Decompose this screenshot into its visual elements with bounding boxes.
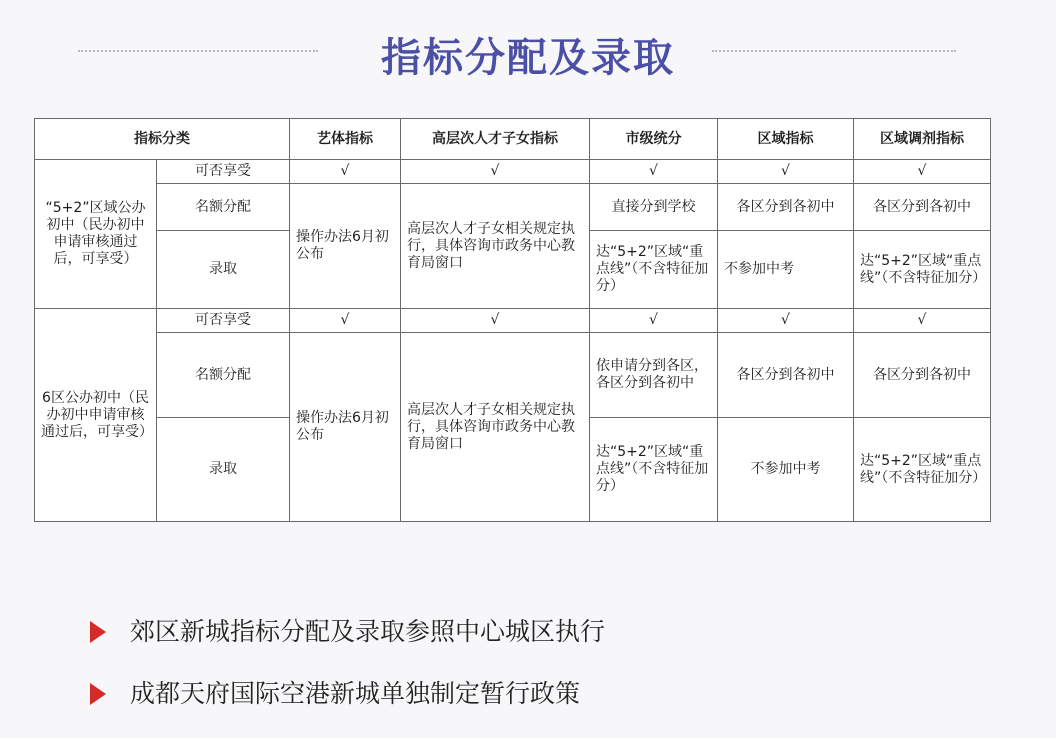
header-adjust: 区域调剂指标 [854,119,991,160]
header-city: 市级统分 [590,119,718,160]
check-mark: √ [590,309,718,333]
group-label: 6区公办初中（民办初中申请审核通过后，可享受） [35,309,157,522]
table-row [35,309,991,333]
bullet-list [90,614,605,738]
title-divider-right [712,50,956,52]
check-mark: √ [590,160,718,184]
title-divider-left [78,50,318,52]
city-admit-cell: 达“5+2”区域“重点线”（不含特征加分） [590,231,718,309]
adjust-admit-cell: 达“5+2”区域“重点线”（不含特征加分） [854,418,991,522]
quota-table [34,118,991,522]
check-mark: √ [854,309,991,333]
area-quota-cell: 各区分到各初中 [718,184,854,231]
check-mark: √ [718,309,854,333]
check-mark: √ [290,309,401,333]
adjust-admit-cell: 达“5+2”区域“重点线”（不含特征加分） [854,231,991,309]
triangle-bullet-icon [90,683,106,705]
row-label-admit: 录取 [157,418,290,522]
header-area: 区域指标 [718,119,854,160]
group-label: “5+2”区域公办初中（民办初中申请审核通过后，可享受） [35,160,157,309]
city-quota-cell: 直接分到学校 [590,184,718,231]
area-admit-cell: 不参加中考 [718,418,854,522]
adjust-quota-cell: 各区分到各初中 [854,184,991,231]
check-mark: √ [718,160,854,184]
check-mark: √ [290,160,401,184]
list-item [90,676,605,712]
talent-cell: 高层次人才子女相关规定执行，具体咨询市政务中心教育局窗口 [401,184,590,309]
table-row [35,184,991,231]
city-admit-cell: 达“5+2”区域“重点线”（不含特征加分） [590,418,718,522]
check-mark: √ [854,160,991,184]
area-admit-cell: 不参加中考 [718,231,854,309]
header-talent: 高层次人才子女指标 [401,119,590,160]
header-category: 指标分类 [35,119,290,160]
row-label-enjoy: 可否享受 [157,309,290,333]
bullet-text: 郊区新城指标分配及录取参照中心城区执行 [130,617,606,646]
triangle-bullet-icon [90,621,106,643]
header-art: 艺体指标 [290,119,401,160]
bullet-text: 成都天府国际空港新城单独制定暂行政策 [130,679,581,708]
check-mark: √ [401,160,590,184]
table-row [35,333,991,418]
talent-cell: 高层次人才子女相关规定执行，具体咨询市政务中心教育局窗口 [401,333,590,522]
city-quota-cell: 依申请分到各区，各区分到各初中 [590,333,718,418]
list-item [90,614,605,650]
page-title: 指标分配及录取 [381,35,675,81]
row-label-quota: 名额分配 [157,333,290,418]
art-cell: 操作办法6月初公布 [290,333,401,522]
row-label-admit: 录取 [157,231,290,309]
adjust-quota-cell: 各区分到各初中 [854,333,991,418]
title-row [0,22,1056,82]
art-cell: 操作办法6月初公布 [290,184,401,309]
row-label-quota: 名额分配 [157,184,290,231]
table-header-row [35,119,991,160]
area-quota-cell: 各区分到各初中 [718,333,854,418]
table-row [35,160,991,184]
row-label-enjoy: 可否享受 [157,160,290,184]
check-mark: √ [401,309,590,333]
